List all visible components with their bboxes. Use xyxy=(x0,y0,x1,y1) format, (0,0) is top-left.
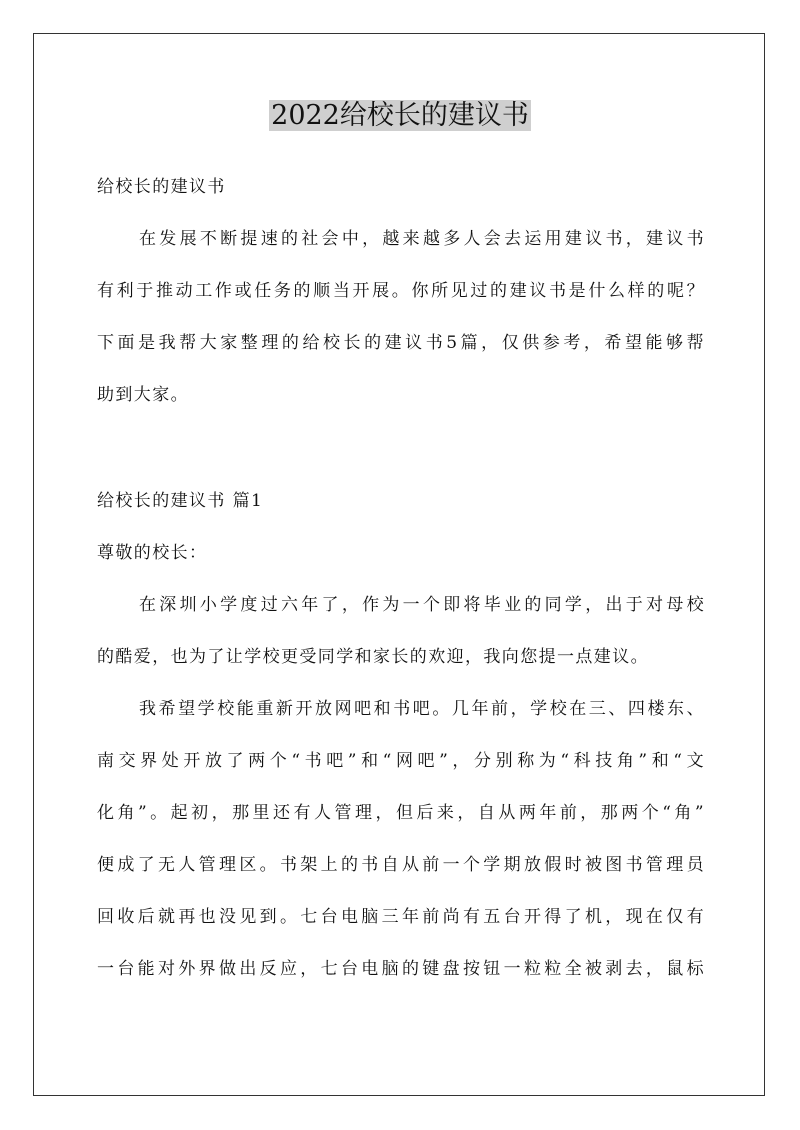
subtitle: 给校长的建议书 xyxy=(97,177,226,197)
intro-line-1: 在发展不断提速的社会中，越来越多人会去运用建议书，建议书 xyxy=(139,229,705,249)
intro-line-4: 助到大家。 xyxy=(97,385,189,405)
para2-line-6: 一台能对外界做出反应，七台电脑的键盘按钮一粒粒全被剥去，鼠标 xyxy=(97,959,705,979)
intro-line-2: 有利于推动工作或任务的顺当开展。你所见过的建议书是什么样的呢？ xyxy=(97,281,705,301)
intro-line-3: 下面是我帮大家整理的给校长的建议书5篇，仅供参考，希望能够帮 xyxy=(97,333,705,353)
para2-line-4: 便成了无人管理区。书架上的书自从前一个学期放假时被图书管理员 xyxy=(97,855,705,875)
document-title-text: 2022给校长的建议书 xyxy=(271,100,529,131)
para2-line-1: 我希望学校能重新开放网吧和书吧。几年前，学校在三、四楼东、 xyxy=(139,699,705,719)
section-heading: 给校长的建议书 篇1 xyxy=(97,491,264,511)
para1-line-1: 在深圳小学度过六年了，作为一个即将毕业的同学，出于对母校 xyxy=(139,595,705,615)
document-title xyxy=(0,96,800,136)
para2-line-2: 南交界处开放了两个“书吧”和“网吧”，分别称为“科技角”和“文 xyxy=(97,751,705,771)
salutation: 尊敬的校长： xyxy=(97,543,208,563)
para2-line-5: 回收后就再也没见到。七台电脑三年前尚有五台开得了机，现在仅有 xyxy=(97,907,705,927)
para1-line-2: 的酷爱，也为了让学校更受同学和家长的欢迎，我向您提一点建议。 xyxy=(97,647,649,667)
para2-line-3: 化角”。起初，那里还有人管理，但后来，自从两年前，那两个“角” xyxy=(97,803,705,823)
